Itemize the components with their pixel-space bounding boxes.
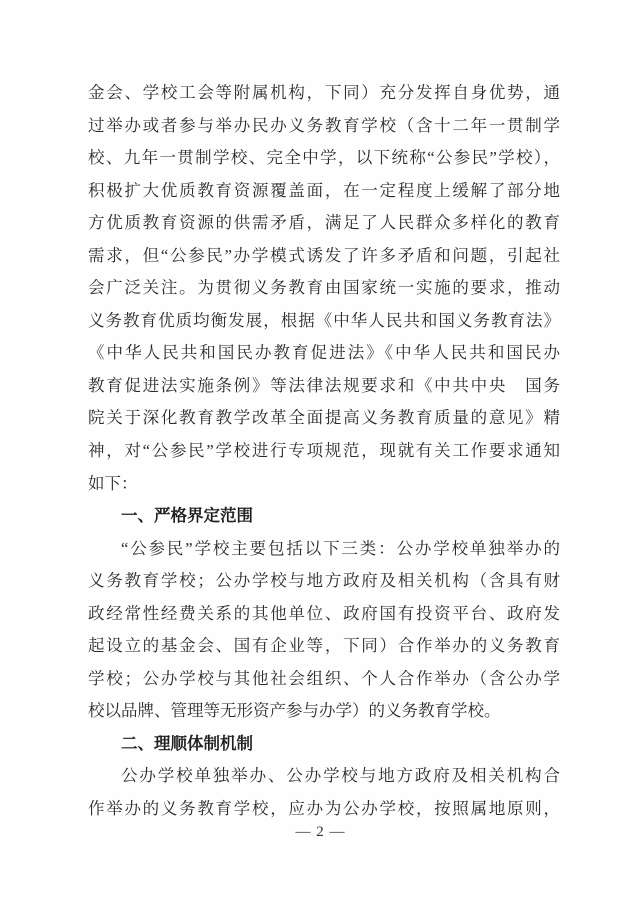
- body-line: 需求，但“公参民”办学模式诱发了许多矛盾和问题，引起社: [88, 245, 560, 265]
- paragraph-end-line: 校以品牌、管理等无形资产参与办学）的义务教育学校。: [88, 701, 501, 721]
- document-body: [88, 77, 560, 826]
- page-number: — 2 —: [295, 824, 346, 840]
- section-heading-2: 二、理顺体制机制: [121, 734, 253, 753]
- body-line: 校、九年一贯制学校、完全中学，以下统称“公参民”学校），: [88, 148, 560, 168]
- paragraph-first-line: 公办学校单独举办、公办学校与地方政府及相关机构合: [121, 766, 560, 786]
- body-line: 过举办或者参与举办民办义务教育学校（含十二年一贯制学: [88, 115, 560, 135]
- body-line: 政经常性经费关系的其他单位、政府国有投资平台、政府发: [88, 603, 560, 623]
- body-line: 院关于深化教育教学改革全面提高义务教育质量的意见》精: [88, 408, 560, 428]
- body-line: 作举办的义务教育学校，应办为公办学校，按照属地原则，: [88, 799, 560, 819]
- body-line: 起设立的基金会、国有企业等，下同）合作举办的义务教育: [88, 636, 560, 656]
- body-line: 教育促进法实施条例》等法律法规要求和《中共中央 国务: [88, 375, 560, 395]
- body-line: 会广泛关注。为贯彻义务教育由国家统一实施的要求，推动: [88, 278, 560, 298]
- body-line: 金会、学校工会等附属机构，下同）充分发挥自身优势，通: [88, 83, 560, 102]
- body-line: 方优质教育资源的供需矛盾，满足了人民群众多样化的教育: [88, 213, 560, 233]
- body-line: 《中华人民共和国民办教育促进法》《中华人民共和国民办: [88, 343, 560, 363]
- body-line: 学校；公办学校与其他社会组织、个人合作举办（含公办学: [88, 668, 560, 688]
- body-line: 义务教育优质均衡发展，根据《中华人民共和国义务教育法》: [88, 310, 560, 330]
- body-line: 神，对“公参民”学校进行专项规范，现就有关工作要求通知: [88, 441, 560, 461]
- body-line: 义务教育学校；公办学校与地方政府及相关机构（含具有财: [88, 571, 560, 591]
- body-line: 积极扩大优质教育资源覆盖面，在一定程度上缓解了部分地: [88, 180, 560, 200]
- paragraph-end-line: 如下：: [88, 473, 138, 493]
- paragraph-first-line: “公参民”学校主要包括以下三类：公办学校单独举办的: [121, 538, 560, 558]
- section-heading-1: 一、严格界定范围: [121, 507, 253, 526]
